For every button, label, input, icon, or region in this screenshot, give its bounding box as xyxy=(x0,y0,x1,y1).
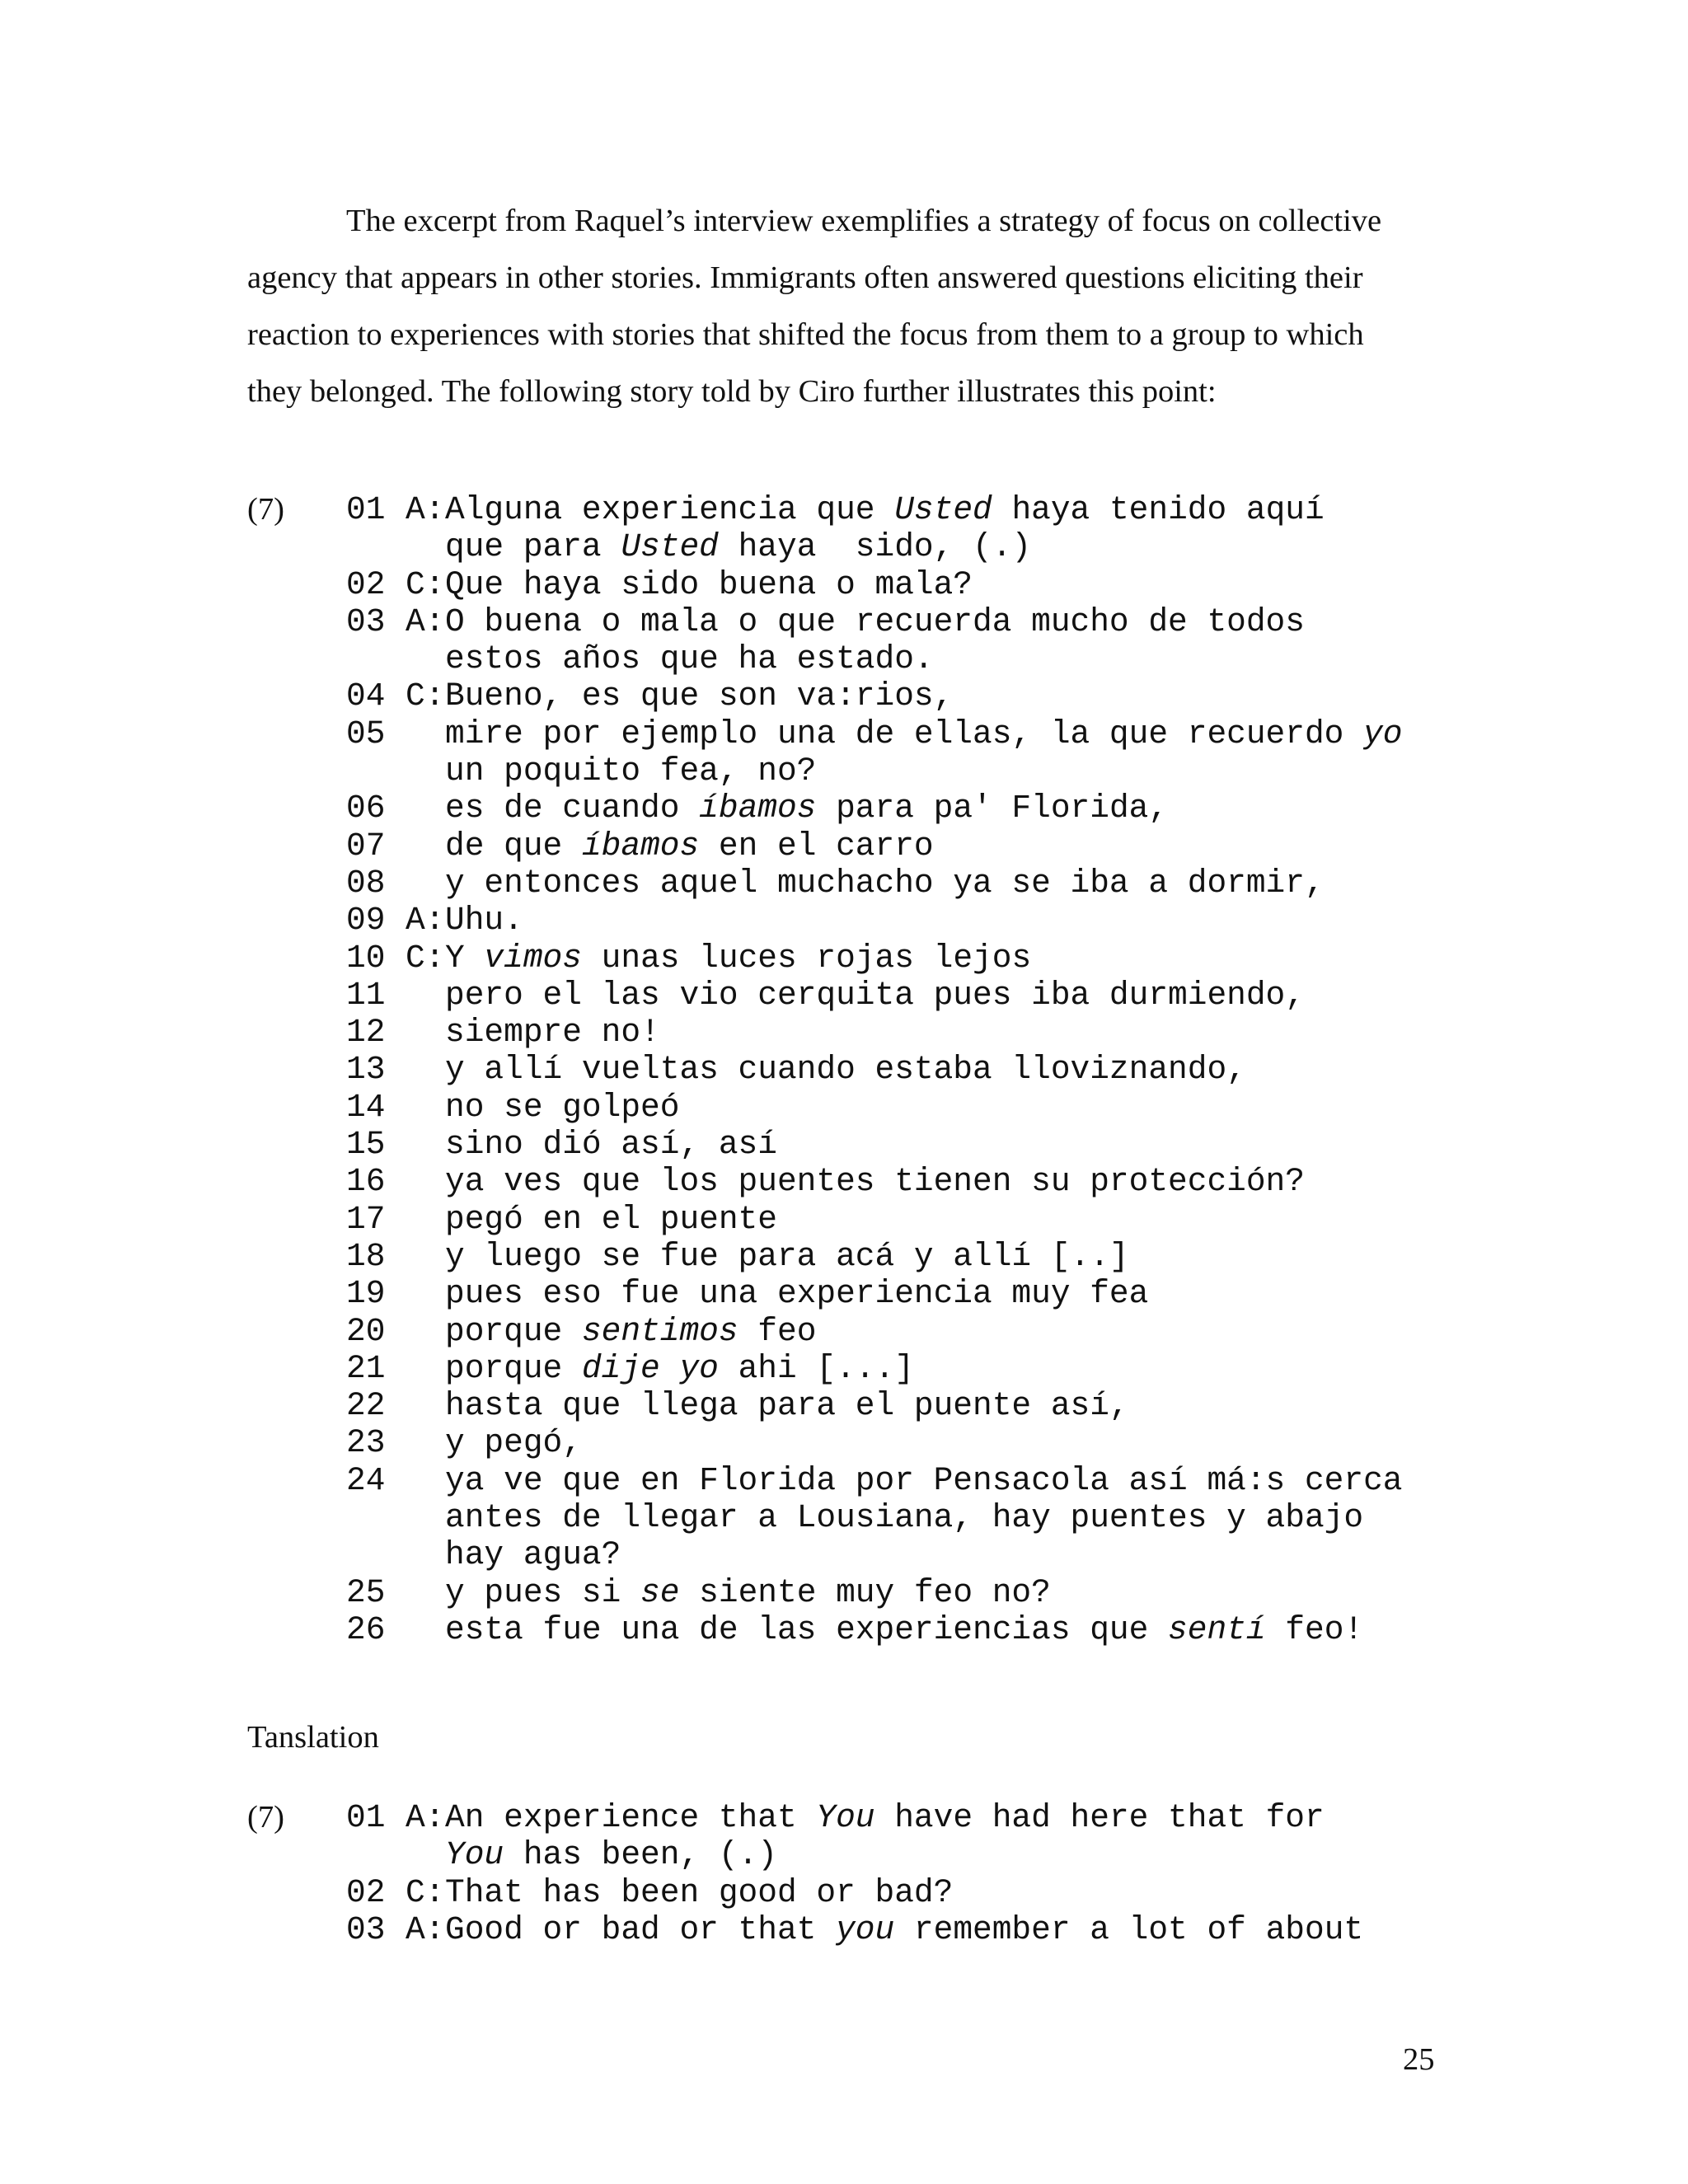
utterance-text: ahi [...] xyxy=(718,1349,914,1387)
utterance-text: porque xyxy=(445,1312,582,1350)
utterance-text: y entonces aquel muchacho ya se iba a dormir, xyxy=(445,864,1325,902)
line-number: 23 xyxy=(346,1424,386,1462)
line-number: 26 xyxy=(346,1610,386,1648)
emphasized-text: sentí xyxy=(1168,1610,1266,1648)
utterance-text: has been, (.) xyxy=(504,1836,777,1874)
line-number: 14 xyxy=(346,1088,386,1126)
line-number: 03 xyxy=(346,1910,386,1948)
utterance-text: O buena o mala o que recuerda mucho de todos xyxy=(445,602,1305,640)
line-number: 01 xyxy=(346,491,386,528)
utterance-text: Alguna experiencia que xyxy=(445,491,895,528)
transcript-line xyxy=(346,1387,1403,1424)
paragraph-line: reaction to experiences with stories that shifted the focus from them to a group to which xyxy=(247,317,1364,352)
emphasized-text: se xyxy=(640,1573,680,1611)
line-number: 02 xyxy=(346,1873,386,1911)
emphasized-text: yo xyxy=(1363,715,1403,752)
utterance-text: y pegó, xyxy=(445,1424,582,1462)
utterance-text: haya tenido aquí xyxy=(992,491,1325,528)
body-paragraph xyxy=(247,193,1451,420)
utterance-text: hasta que llega para el puente así, xyxy=(445,1387,1129,1425)
page-number: 25 xyxy=(1403,2042,1435,2077)
utterance-text: estos años que ha estado. xyxy=(445,640,934,678)
utterance-text: de que xyxy=(445,827,582,865)
line-number: 18 xyxy=(346,1237,386,1275)
utterance-text: feo xyxy=(738,1312,817,1350)
line-number: 22 xyxy=(346,1387,386,1425)
utterance-text: remember a lot of about xyxy=(894,1910,1364,1948)
paragraph-line: The excerpt from Raquel’s interview exemplifies a strategy of focus on collective xyxy=(346,204,1382,238)
line-number: 06 xyxy=(346,790,386,827)
line-number: 21 xyxy=(346,1349,386,1387)
transcript-line xyxy=(346,677,1403,715)
speaker-label: C: xyxy=(406,939,445,977)
transcript-line xyxy=(346,1313,1403,1350)
speaker-label: A: xyxy=(406,1910,445,1948)
utterance-text: Que haya sido buena o mala? xyxy=(445,565,973,603)
utterance-text: Good or bad or that xyxy=(445,1910,837,1948)
transcript-line xyxy=(346,1126,1403,1163)
speaker-label: A: xyxy=(406,491,445,528)
utterance-text: siempre no! xyxy=(445,1014,660,1052)
transcript-line xyxy=(346,790,1403,827)
transcript-line xyxy=(346,1911,1363,1948)
emphasized-text: Usted xyxy=(894,491,992,528)
emphasized-text: sentimos xyxy=(581,1312,738,1350)
transcript-line xyxy=(346,1201,1403,1238)
utterance-text: un poquito fea, no? xyxy=(445,752,817,790)
utterance-text: ya ves que los puentes tienen su protección? xyxy=(445,1163,1305,1201)
transcript-line xyxy=(346,1611,1403,1648)
speaker-label: C: xyxy=(406,1873,445,1911)
utterance-text: en el carro xyxy=(699,827,934,865)
transcript-continuation-line xyxy=(346,1536,1403,1573)
translation-heading: Tanslation xyxy=(247,1720,379,1755)
transcript-continuation-line xyxy=(346,1836,1363,1873)
utterance-text: Bueno, es que son va:rios, xyxy=(445,677,954,715)
speaker-label: A: xyxy=(406,1799,445,1836)
line-number: 11 xyxy=(346,976,386,1014)
line-number: 07 xyxy=(346,827,386,865)
emphasized-text: íbamos xyxy=(581,827,700,865)
line-number: 16 xyxy=(346,1163,386,1201)
transcript-continuation-line xyxy=(346,528,1403,565)
transcript-continuation-line xyxy=(346,1499,1403,1536)
utterance-text: y luego se fue para acá y allí [..] xyxy=(445,1237,1129,1275)
paragraph-line: agency that appears in other stories. Immigrants often answered questions eliciting their xyxy=(247,260,1363,295)
utterance-text: pues eso fue una experiencia muy fea xyxy=(445,1275,1149,1313)
line-number: 02 xyxy=(346,565,386,603)
utterance-text: mire por ejemplo una de ellas, la que recuerdo xyxy=(445,715,1364,752)
transcript-line xyxy=(346,491,1403,528)
speaker-label: C: xyxy=(406,677,445,715)
paragraph-line: they belonged. The following story told by Ciro further illustrates this point: xyxy=(247,374,1217,409)
line-number: 13 xyxy=(346,1051,386,1089)
line-number: 09 xyxy=(346,902,386,940)
transcript-line xyxy=(346,1163,1403,1200)
utterance-text: y allí vueltas cuando estaba lloviznando, xyxy=(445,1051,1246,1089)
emphasized-text: dije yo xyxy=(581,1349,719,1387)
translation-example-label: (7) xyxy=(247,1800,284,1835)
utterance-text: Uhu. xyxy=(445,902,523,940)
transcript-line xyxy=(346,1350,1403,1387)
transcript-line xyxy=(346,1874,1363,1911)
utterance-text: sino dió así, así xyxy=(445,1126,777,1164)
utterance-text: feo! xyxy=(1265,1610,1364,1648)
utterance-text: Y xyxy=(445,939,485,977)
utterance-text: An experience that xyxy=(445,1799,817,1836)
speaker-label: A: xyxy=(406,602,445,640)
transcript-line xyxy=(346,865,1403,902)
transcript-line xyxy=(346,1089,1403,1126)
speaker-label: A: xyxy=(406,902,445,940)
line-number: 03 xyxy=(346,602,386,640)
line-number: 20 xyxy=(346,1312,386,1350)
emphasized-text: You xyxy=(445,1836,504,1874)
transcript-continuation-line xyxy=(346,640,1403,677)
utterance-text: ya ve que en Florida por Pensacola así má:s cerca xyxy=(445,1461,1403,1499)
transcript-line xyxy=(346,940,1403,977)
utterance-text: porque xyxy=(445,1349,582,1387)
transcript-line xyxy=(346,566,1403,603)
line-number: 12 xyxy=(346,1014,386,1052)
transcript-line xyxy=(346,1424,1403,1461)
line-number: 01 xyxy=(346,1799,386,1836)
line-number: 04 xyxy=(346,677,386,715)
utterance-text: have had here that for xyxy=(874,1799,1325,1836)
transcript-line xyxy=(346,715,1403,752)
emphasized-text: vimos xyxy=(484,939,582,977)
transcript-line xyxy=(346,1462,1403,1499)
utterance-text: esta fue una de las experiencias que xyxy=(445,1610,1169,1648)
utterance-text: pegó en el puente xyxy=(445,1200,777,1238)
transcript-line xyxy=(346,902,1403,939)
emphasized-text: íbamos xyxy=(699,790,817,827)
transcript-line xyxy=(346,603,1403,640)
utterance-text: es de cuando xyxy=(445,790,700,827)
spanish-transcript xyxy=(346,491,1403,1648)
transcript-line xyxy=(346,1275,1403,1312)
transcript-line xyxy=(346,827,1403,865)
utterance-text: no se golpeó xyxy=(445,1088,680,1126)
line-number: 08 xyxy=(346,864,386,902)
transcript-line xyxy=(346,1051,1403,1088)
utterance-text: siente muy feo no? xyxy=(679,1573,1051,1611)
utterance-text: antes de llegar a Lousiana, hay puentes y abajo xyxy=(445,1499,1364,1537)
line-number: 24 xyxy=(346,1461,386,1499)
emphasized-text: Usted xyxy=(621,528,719,566)
emphasized-text: You xyxy=(816,1799,875,1836)
line-number: 15 xyxy=(346,1126,386,1164)
transcript-line xyxy=(346,977,1403,1014)
example-label: (7) xyxy=(247,492,284,527)
utterance-text: y pues si xyxy=(445,1573,641,1611)
line-number: 25 xyxy=(346,1573,386,1611)
utterance-text: pero el las vio cerquita pues iba durmiendo, xyxy=(445,976,1305,1014)
utterance-text: unas luces rojas lejos xyxy=(581,939,1032,977)
transcript-line xyxy=(346,1574,1403,1611)
line-number: 17 xyxy=(346,1200,386,1238)
line-number: 05 xyxy=(346,715,386,752)
transcript-line xyxy=(346,1014,1403,1051)
line-number: 10 xyxy=(346,939,386,977)
utterance-text: para pa' Florida, xyxy=(816,790,1169,827)
utterance-text: hay agua? xyxy=(445,1536,621,1574)
speaker-label: C: xyxy=(406,565,445,603)
transcript-continuation-line xyxy=(346,752,1403,790)
utterance-text: que para xyxy=(445,528,621,566)
utterance-text: That has been good or bad? xyxy=(445,1873,954,1911)
emphasized-text: you xyxy=(836,1910,895,1948)
english-transcript xyxy=(346,1799,1363,1948)
transcript-line xyxy=(346,1238,1403,1275)
transcript-line xyxy=(346,1799,1363,1836)
utterance-text: haya sido, (.) xyxy=(718,528,1032,566)
line-number: 19 xyxy=(346,1275,386,1313)
